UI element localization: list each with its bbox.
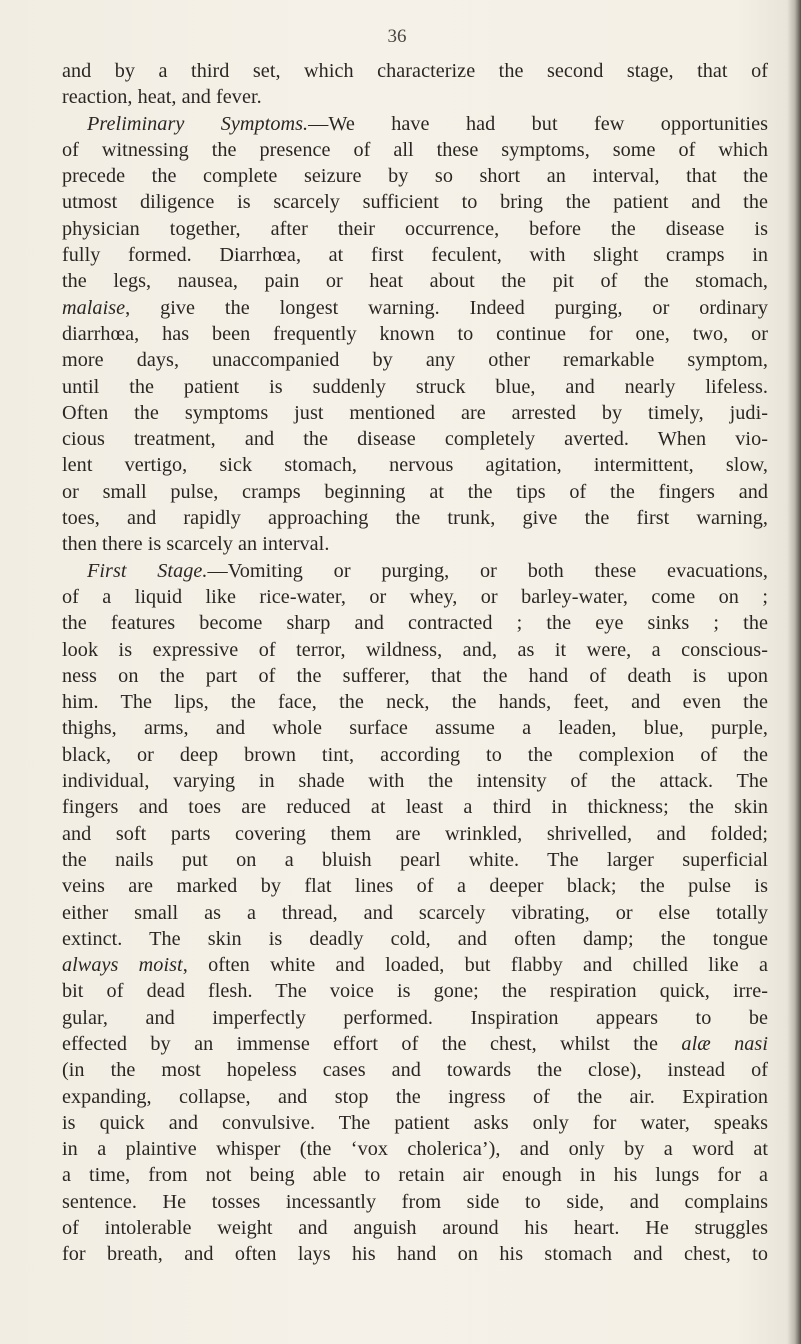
body-text [62,58,768,1268]
text-line: cious treatment, and the disease completely averted. When vio- [62,428,768,451]
text-line: and soft parts covering them are wrinkled, shrivelled, and folded; [62,822,768,845]
text-line: of a liquid like rice-water, or whey, or barley-water, come on ; [62,585,768,608]
section-heading-preliminary-symptoms: Preliminary Symptoms. [87,112,309,135]
text-line: malaise, give the longest warning. Indeed purging, or ordinary [62,296,768,319]
text-line: reaction, heat, and fever. [62,86,262,109]
text-line: more days, unaccompanied by any other remarkable symptom, [62,349,768,372]
text-line: Often the symptoms just mentioned are arrested by timely, judi- [62,401,768,424]
text-line: fully formed. Diarrhœa, at first feculent, with slight cramps in [62,244,768,267]
text-line: expanding, collapse, and stop the ingress of the air. Expiration [62,1085,768,1108]
italic-term: alæ nasi [681,1032,768,1055]
italic-term: always moist [62,954,183,977]
text-line: always moist, often white and loaded, but flabby and chilled like a [62,954,768,977]
text-line: precede the complete seizure by so short an interval, that the [62,165,768,188]
text-line: ness on the part of the sufferer, that the hand of death is upon [62,664,768,687]
text-line: look is expressive of terror, wildness, and, as it were, a conscious- [62,638,768,661]
text-line: toes, and rapidly approaching the trunk, give the first warning, [62,507,768,530]
text-line: the nails put on a bluish pearl white. The larger superficial [62,848,768,871]
text-line: for breath, and often lays his hand on his stomach and chest, to [62,1243,768,1266]
text-line: fingers and toes are reduced at least a third in thickness; the skin [62,796,768,819]
page-number: 36 [387,26,407,47]
text-line: individual, varying in shade with the intensity of the attack. The [62,770,768,793]
page-edge-shadow [787,0,801,1344]
text-line: diarrhœa, has been frequently known to continue for one, two, or [62,322,768,345]
text-line: (in the most hopeless cases and towards the close), instead of [62,1059,768,1082]
text-line: sentence. He tosses incessantly from side to side, and complains [62,1190,768,1213]
text-line: in a plaintive whisper (the ‘vox cholerica’), and only by a word at [62,1138,768,1161]
italic-term: malaise [62,296,126,319]
text-line: First Stage.—Vomiting or purging, or both these evacuations, [87,559,768,582]
text-line: thighs, arms, and whole surface assume a leaden, blue, purple, [62,717,768,740]
text-line: and by a third set, which characterize the second stage, that of [62,60,768,82]
text-line: of witnessing the presence of all these symptoms, some of which [62,138,768,161]
text-line: extinct. The skin is deadly cold, and often damp; the tongue [62,927,768,950]
text-line: veins are marked by flat lines of a deeper black; the pulse is [62,875,768,898]
text-line: of intolerable weight and anguish around his heart. He struggles [62,1217,768,1240]
text-line: then there is scarcely an interval. [62,533,330,556]
text-line: black, or deep brown tint, according to the complexion of the [62,743,768,766]
text-line: until the patient is suddenly struck blue, and nearly lifeless. [62,375,768,398]
text-line: him. The lips, the face, the neck, the hands, feet, and even the [62,691,768,714]
text-line: is quick and convulsive. The patient asks only for water, speaks [62,1111,768,1134]
text-line: the features become sharp and contracted ; the eye sinks ; the [62,612,768,635]
text-line: physician together, after their occurrence, before the disease is [62,217,768,240]
text-line: utmost diligence is scarcely sufficient to bring the patient and the [62,191,768,214]
text-line: the legs, nausea, pain or heat about the pit of the stomach, [62,270,768,293]
text-line: a time, from not being able to retain air enough in his lungs for a [62,1164,768,1187]
text-line: effected by an immense effort of the chest, whilst the alæ nasi [62,1032,768,1055]
text-line: bit of dead flesh. The voice is gone; the respiration quick, irre- [62,980,768,1003]
text-line: Preliminary Symptoms.—We have had but few opportunities [87,112,768,135]
text-line: either small as a thread, and scarcely vibrating, or else totally [62,901,768,924]
section-heading-first-stage: First Stage. [87,559,208,582]
text-line: gular, and imperfectly performed. Inspiration appears to be [62,1006,768,1029]
text-line: lent vertigo, sick stomach, nervous agitation, intermittent, slow, [62,454,768,477]
text-line: or small pulse, cramps beginning at the tips of the fingers and [62,480,768,503]
